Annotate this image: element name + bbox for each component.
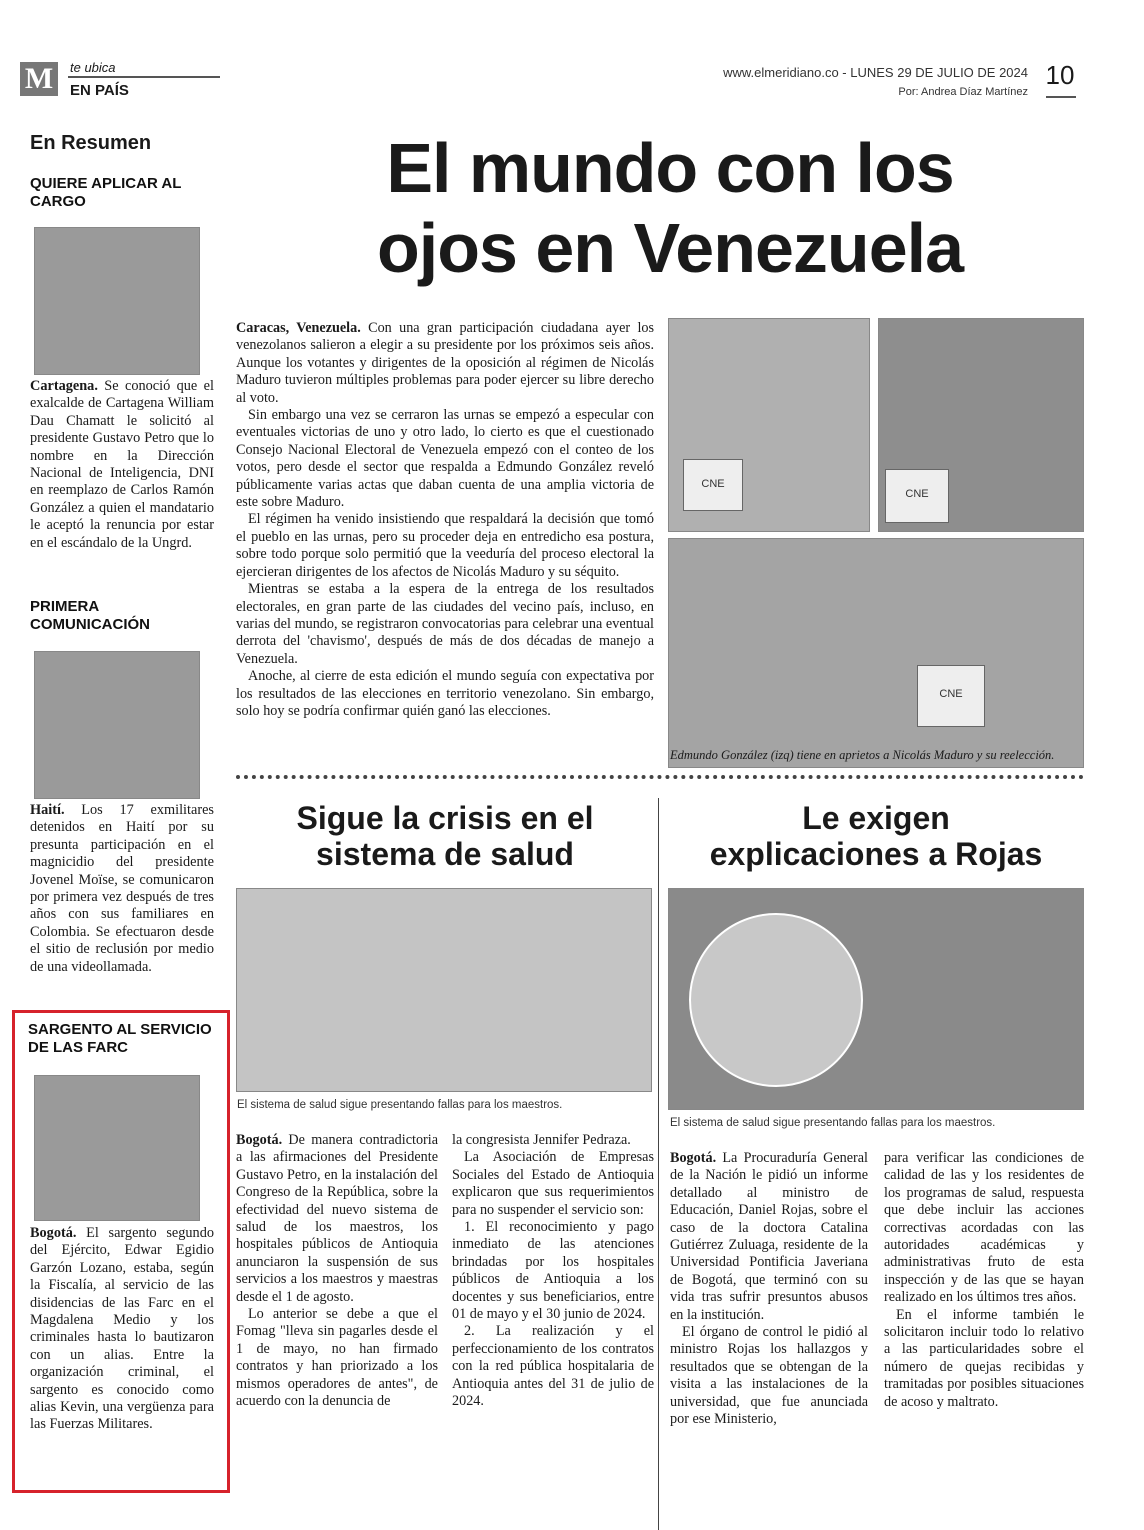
sidebar-item-text <box>30 378 214 552</box>
headline-line: explicaciones a Rojas <box>709 836 1043 872</box>
page-number: 10 <box>1045 60 1075 90</box>
photo-catalina-and-rojas <box>668 888 1084 1110</box>
paragraph: Lo anterior se debe a que el Fomag "lleva sin pagarles desde el 1 de mayo, no han firmado contratos y han priorizado a los mismos operadores de antes", de acuerdo con la denuncia de <box>236 1306 438 1410</box>
photo-caption: El sistema de salud sigue presentando fallas para los maestros. <box>670 1117 996 1129</box>
paragraph: La Asociación de Empresas Sociales del Estado de Antioquia explicaron que sus requerimientos para no suspender el servicio son: <box>452 1149 654 1218</box>
sidebar-item-lead: Cartagena. <box>30 378 98 394</box>
ballot-box-label: CNE <box>905 488 929 500</box>
photo-voting-center <box>668 538 1084 768</box>
main-headline <box>240 128 1100 288</box>
story-column <box>670 1150 868 1429</box>
sidebar-item-lead: Haití. <box>30 802 65 818</box>
sidebar-heading: PRIMERA COMUNICACIÓN <box>30 598 150 633</box>
photo-caption: Edmundo González (izq) tiene en aprietos a Nicolás Maduro y su reelección. <box>670 748 1055 762</box>
paragraph: Anoche, al cierre de esta edición el mundo seguía con expectativa por los resultados de las elecciones en territorio venezolano. Sin embargo, solo hoy se podría confirmar quién ganó las elecciones. <box>236 668 654 719</box>
main-article-body <box>236 320 654 720</box>
story-headline <box>236 800 654 872</box>
section-rule <box>68 76 220 78</box>
headline-line: ojos en Venezuela <box>377 209 963 287</box>
headline-line: Le exigen <box>802 800 950 836</box>
story-column <box>236 1132 438 1411</box>
paragraph: para verificar las condiciones de calidad de las y los residentes de los programas de salud, respuesta que debe incluir las acciones correctivas acordadas con las autoridades académicas y administrativas fruto de esta inspección y de las que se hayan realizado en los últimos tres años. <box>884 1150 1084 1306</box>
ballot-box-label: CNE <box>939 688 963 700</box>
paragraph: El órgano de control le pidió al ministro Rojas los hallazgos y resultados que se obtengan de la visita a las instalaciones de la universidad, que fue anunciada por ese Ministerio, <box>670 1324 868 1428</box>
dateline-lead: Caracas, Venezuela. <box>236 320 361 336</box>
paragraph: 2. La realización y el perfeccionamiento de los contratos con la red pública hospitalaria de Antioquia antes del 31 de julio de 2024. <box>452 1323 654 1410</box>
story-column <box>452 1132 654 1411</box>
photo-edmundo-gonzalez-voting <box>668 318 870 532</box>
story-headline <box>668 800 1084 872</box>
author-byline: Por: Andrea Díaz Martínez <box>898 86 1028 98</box>
photo-nicolas-maduro-voting <box>878 318 1084 532</box>
newspaper-logo: M <box>20 62 58 96</box>
dotted-divider <box>236 775 1084 779</box>
section-name: EN PAÍS <box>70 82 129 99</box>
ballot-box-label: CNE <box>701 478 725 490</box>
sidebar-item-body: Los 17 exmilitares detenidos en Haití por su presunta participación en el magnicidio del presidente Jovenel Moïse, se comunicaron por primera vez después de tres años con sus familiares en Colombia. Se efectuaron desde el sitio de reclusión por medio de una videollamada. <box>30 802 214 975</box>
paragraph: Mientras se estaba a la espera de la entrega de los resultados electorales, en gran parte de las ciudades del vecino país, incluso, en varias del mundo, se registraron convocatorias para celebrar una eventual derrota del 'chavismo', después de más de dos décadas de manejo a Venezuela. <box>236 581 654 667</box>
column-divider <box>658 798 659 1530</box>
page-number-rule <box>1046 96 1076 98</box>
ballot-box <box>885 469 949 523</box>
photo-hospital-patients <box>236 888 652 1092</box>
sidebar-item-lead: Bogotá. <box>30 1225 77 1241</box>
dateline: www.elmeridiano.co - LUNES 29 DE JULIO DE 2024 <box>723 65 1028 80</box>
headline-line: sistema de salud <box>316 836 574 872</box>
tagline: te ubica <box>70 60 116 75</box>
paragraph: En el informe también le solicitaron incluir todo lo relativo a las particularidades sobre el número de quejas recibidas y tramitadas por posibles situaciones de acoso y maltrato. <box>884 1306 1084 1410</box>
dateline-lead: Bogotá. <box>236 1132 283 1148</box>
sidebar-item-body: El sargento segundo del Ejército, Edwar Egidio Garzón Lozano, estaba, según la Fiscalía, al servicio de las disidencias de las Farc en el Magdalena Medio y los criminales hasta lo bautizaron con un alias. Entre la organización criminal, el sargento es conocido como alias Kevin, una vergüenza para las Fuerzas Militares. <box>30 1225 214 1433</box>
paragraph: Sin embargo una vez se cerraron las urnas se empezó a especular con eventuales victorias de uno y otro lado, lo cierto es que el cuestionado Consejo Nacional Electoral de Venezuela empezó con el conteo de los votos, pero desde el sector que respalda a Edmundo González reveló públicamente varias actas que daban cuenta de una amplia victoria de este sobre Maduro. <box>236 407 654 511</box>
paragraph: Bogotá. De manera contradictoria a las afirmaciones del Presidente Gustavo Petro, en la instalación del Congreso de la República, sobre la efectividad del nuevo sistema de salud de los maestros, los hospitales públicos de Antioquia anunciaron la suspensión de sus servicios a los maestros y maestras desde el 1 de agosto. <box>236 1132 438 1305</box>
dateline-lead: Bogotá. <box>670 1150 717 1166</box>
headline-line: El mundo con los <box>386 129 954 207</box>
sidebar-heading: SARGENTO AL SERVICIO DE LAS FARC <box>28 1021 212 1056</box>
paragraph: El régimen ha venido insistiendo que respaldará la decisión que tomó el pueblo en las urnas, pero su proceder deja en entredicho esa postura, sobre todo porque solo permitió que la veeduría del proceso electoral la ejercieran dirigentes de los afectos de Nicolás Maduro y su séquito. <box>236 511 654 580</box>
paragraph: la congresista Jennifer Pedraza. <box>452 1132 631 1148</box>
photo-detained-exmilitary <box>34 651 200 799</box>
sidebar-item-text <box>30 1225 214 1434</box>
ballot-box <box>917 665 985 727</box>
paragraph: Bogotá. La Procuraduría General de la Nación le pidió un informe detallado al ministro de Educación, Daniel Rojas, sobre el caso de la doctora Catalina Gutiérrez Zuluaga, residente de la Universidad Pontificia Javeriana de Bogotá, que terminó con su vida tras sufrir presuntos abusos en la institución. <box>670 1150 868 1323</box>
photo-inset-catalina-gutierrez <box>689 913 863 1087</box>
headline-line: Sigue la crisis en el <box>296 800 594 836</box>
paragraph: 1. El reconocimiento y pago inmediato de las atenciones brindadas por los hospitales públicos de Antioquia a los docentes y sus beneficiarios, entre 01 de mayo y el 30 junio de 2024. <box>452 1219 654 1323</box>
ballot-box <box>683 459 743 511</box>
photo-william-dau <box>34 227 200 375</box>
photo-police-arrest <box>34 1075 200 1221</box>
photo-caption: El sistema de salud sigue presentando fallas para los maestros. <box>237 1099 563 1111</box>
sidebar-title: En Resumen <box>30 132 152 154</box>
sidebar-item-body: Se conoció que el exalcalde de Cartagena William Dau Chamatt le solicitó al presidente Gustavo Petro que lo nombre en la Dirección Nacional de Inteligencia, DNI en reemplazo de Carlos Ramón González a quien el mandatario le aceptó la renuncia por estar en el escándalo de la Ungrd. <box>30 378 214 551</box>
sidebar-item-text <box>30 802 214 976</box>
story-column <box>884 1150 1084 1411</box>
sidebar-heading: QUIERE APLICAR AL CARGO <box>30 175 182 210</box>
paragraph: Caracas, Venezuela. Con una gran participación ciudadana ayer los venezolanos salieron a elegir a su presidente por los próximos seis años. Aunque los votantes y dirigentes de la oposición al régimen de Nicolás Maduro tuvieron múltiples problemas para poder ejercer su libre derecho al voto. <box>236 320 654 406</box>
